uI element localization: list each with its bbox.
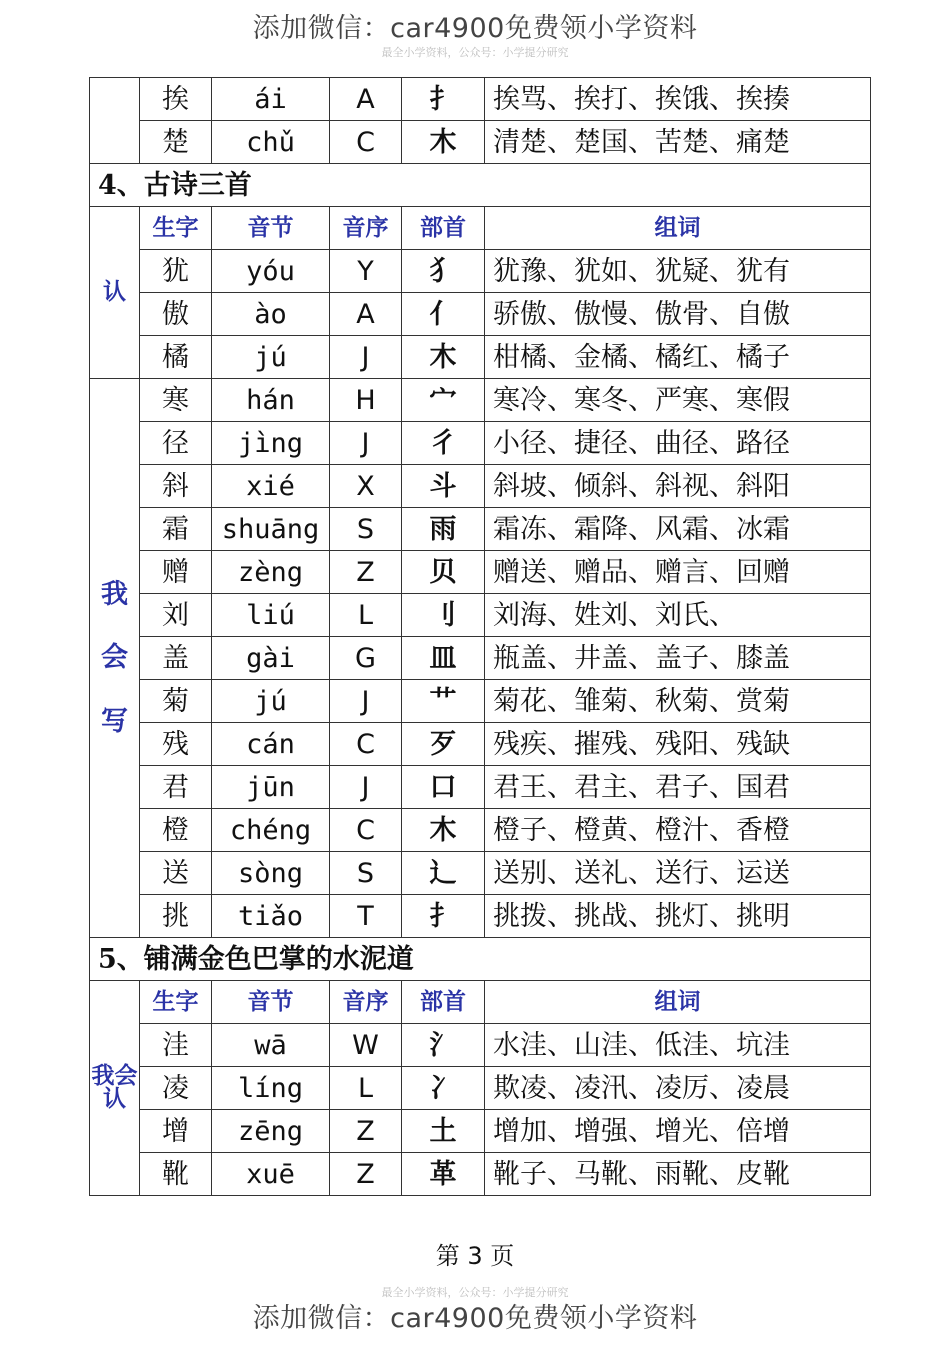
table-row bbox=[90, 293, 871, 336]
radical-cell: 木 bbox=[402, 336, 485, 379]
radical-cell: 彳 bbox=[402, 422, 485, 465]
pinyin-cell: jūn bbox=[212, 766, 330, 809]
table-row bbox=[90, 336, 871, 379]
char-cell: 挨 bbox=[140, 78, 212, 121]
char-cell: 靴 bbox=[140, 1153, 212, 1196]
radical-cell: 辶 bbox=[402, 852, 485, 895]
table-row bbox=[90, 508, 871, 551]
table-row bbox=[90, 766, 871, 809]
words-cell: 柑橘、金橘、橘红、橘子 bbox=[485, 336, 871, 379]
order-cell: S bbox=[330, 508, 402, 551]
pinyin-cell: tiǎo bbox=[212, 895, 330, 938]
order-cell: J bbox=[330, 680, 402, 723]
table-row bbox=[90, 1067, 871, 1110]
section-row bbox=[90, 164, 871, 207]
radical-cell: 口 bbox=[402, 766, 485, 809]
words-cell: 挨骂、挨打、挨饿、挨揍 bbox=[485, 78, 871, 121]
group-label-recognize: 我会认 bbox=[90, 981, 140, 1196]
pinyin-cell: líng bbox=[212, 1067, 330, 1110]
radical-cell: 扌 bbox=[402, 78, 485, 121]
words-cell: 骄傲、傲慢、傲骨、自傲 bbox=[485, 293, 871, 336]
words-cell: 瓶盖、井盖、盖子、膝盖 bbox=[485, 637, 871, 680]
words-cell: 清楚、楚国、苦楚、痛楚 bbox=[485, 121, 871, 164]
pinyin-cell: wā bbox=[212, 1024, 330, 1067]
order-cell: X bbox=[330, 465, 402, 508]
words-cell: 刘海、姓刘、刘氏、 bbox=[485, 594, 871, 637]
order-cell: G bbox=[330, 637, 402, 680]
order-cell: C bbox=[330, 723, 402, 766]
lesson-4-title: 4、古诗三首 bbox=[90, 164, 871, 207]
words-cell: 君王、君主、君子、国君 bbox=[485, 766, 871, 809]
char-cell: 凌 bbox=[140, 1067, 212, 1110]
header-char: 生字 bbox=[140, 207, 212, 250]
group-label-empty bbox=[90, 78, 140, 164]
table-row bbox=[90, 723, 871, 766]
table-row bbox=[90, 680, 871, 723]
pinyin-cell: shuāng bbox=[212, 508, 330, 551]
table-row bbox=[90, 1153, 871, 1196]
lesson-5-title: 5、铺满金色巴掌的水泥道 bbox=[90, 938, 871, 981]
char-cell: 寒 bbox=[140, 379, 212, 422]
words-cell: 菊花、雏菊、秋菊、赏菊 bbox=[485, 680, 871, 723]
char-cell: 洼 bbox=[140, 1024, 212, 1067]
radical-cell: 亻 bbox=[402, 293, 485, 336]
radical-cell: 冫 bbox=[402, 1067, 485, 1110]
words-cell: 寒冷、寒冬、严寒、寒假 bbox=[485, 379, 871, 422]
faint-footer-text: 最全小学资料，公众号：小学提分研究 bbox=[381, 1286, 569, 1299]
table-row bbox=[90, 250, 871, 293]
radical-cell: 刂 bbox=[402, 594, 485, 637]
words-cell: 挑拨、挑战、挑灯、挑明 bbox=[485, 895, 871, 938]
table-row bbox=[90, 809, 871, 852]
words-cell: 靴子、马靴、雨靴、皮靴 bbox=[485, 1153, 871, 1196]
words-cell: 小径、捷径、曲径、路径 bbox=[485, 422, 871, 465]
radical-cell: 贝 bbox=[402, 551, 485, 594]
pinyin-cell: xié bbox=[212, 465, 330, 508]
char-cell: 送 bbox=[140, 852, 212, 895]
pinyin-cell: liú bbox=[212, 594, 330, 637]
header-row bbox=[90, 981, 871, 1024]
table-row bbox=[90, 895, 871, 938]
pinyin-cell: sòng bbox=[212, 852, 330, 895]
order-cell: C bbox=[330, 121, 402, 164]
char-cell: 橘 bbox=[140, 336, 212, 379]
words-cell: 橙子、橙黄、橙汁、香橙 bbox=[485, 809, 871, 852]
header-radical: 部首 bbox=[402, 207, 485, 250]
words-cell: 斜坡、倾斜、斜视、斜阳 bbox=[485, 465, 871, 508]
table-row bbox=[90, 637, 871, 680]
words-cell: 赠送、赠品、赠言、回赠 bbox=[485, 551, 871, 594]
pinyin-cell: ào bbox=[212, 293, 330, 336]
order-cell: Z bbox=[330, 1110, 402, 1153]
radical-cell: 木 bbox=[402, 121, 485, 164]
char-cell: 盖 bbox=[140, 637, 212, 680]
order-cell: A bbox=[330, 78, 402, 121]
radical-cell: 革 bbox=[402, 1153, 485, 1196]
pinyin-cell: chǔ bbox=[212, 121, 330, 164]
radical-cell: 歹 bbox=[402, 723, 485, 766]
header-char: 生字 bbox=[140, 981, 212, 1024]
char-cell: 君 bbox=[140, 766, 212, 809]
table-row bbox=[90, 1024, 871, 1067]
pinyin-cell: ái bbox=[212, 78, 330, 121]
char-cell: 径 bbox=[140, 422, 212, 465]
table-row bbox=[90, 422, 871, 465]
order-cell: W bbox=[330, 1024, 402, 1067]
pinyin-cell: cán bbox=[212, 723, 330, 766]
table-row bbox=[90, 852, 871, 895]
char-cell: 赠 bbox=[140, 551, 212, 594]
char-cell: 霜 bbox=[140, 508, 212, 551]
char-cell: 傲 bbox=[140, 293, 212, 336]
vocabulary-table bbox=[89, 77, 871, 1196]
top-banner: 添加微信：car4900免费领小学资料 bbox=[252, 13, 698, 44]
table-row bbox=[90, 1110, 871, 1153]
pinyin-cell: chéng bbox=[212, 809, 330, 852]
words-cell: 犹豫、犹如、犹疑、犹有 bbox=[485, 250, 871, 293]
words-cell: 水洼、山洼、低洼、坑洼 bbox=[485, 1024, 871, 1067]
pinyin-cell: yóu bbox=[212, 250, 330, 293]
char-cell: 挑 bbox=[140, 895, 212, 938]
char-cell: 菊 bbox=[140, 680, 212, 723]
table-row bbox=[90, 121, 871, 164]
char-cell: 橙 bbox=[140, 809, 212, 852]
order-cell: L bbox=[330, 594, 402, 637]
header-words: 组词 bbox=[485, 207, 871, 250]
faint-header-text: 最全小学资料，公众号：小学提分研究 bbox=[381, 46, 569, 59]
pinyin-cell: jìng bbox=[212, 422, 330, 465]
group-label-write: 我会写 bbox=[90, 379, 140, 938]
pinyin-cell: gài bbox=[212, 637, 330, 680]
order-cell: L bbox=[330, 1067, 402, 1110]
order-cell: Z bbox=[330, 1153, 402, 1196]
order-cell: T bbox=[330, 895, 402, 938]
order-cell: J bbox=[330, 422, 402, 465]
radical-cell: 宀 bbox=[402, 379, 485, 422]
pinyin-cell: zèng bbox=[212, 551, 330, 594]
order-cell: Y bbox=[330, 250, 402, 293]
header-words: 组词 bbox=[485, 981, 871, 1024]
order-cell: C bbox=[330, 809, 402, 852]
words-cell: 送别、送礼、送行、运送 bbox=[485, 852, 871, 895]
page-number: 第 3 页 bbox=[435, 1242, 515, 1270]
char-cell: 楚 bbox=[140, 121, 212, 164]
radical-cell: 皿 bbox=[402, 637, 485, 680]
pinyin-cell: hán bbox=[212, 379, 330, 422]
group-label-recognize: 认 bbox=[90, 207, 140, 379]
pinyin-cell: zēng bbox=[212, 1110, 330, 1153]
radical-cell: 扌 bbox=[402, 895, 485, 938]
header-row bbox=[90, 207, 871, 250]
section-row bbox=[90, 938, 871, 981]
order-cell: J bbox=[330, 336, 402, 379]
radical-cell: 犭 bbox=[402, 250, 485, 293]
order-cell: Z bbox=[330, 551, 402, 594]
pinyin-cell: jú bbox=[212, 336, 330, 379]
char-cell: 增 bbox=[140, 1110, 212, 1153]
order-cell: S bbox=[330, 852, 402, 895]
header-pinyin: 音节 bbox=[212, 207, 330, 250]
table-row bbox=[90, 78, 871, 121]
radical-cell: 土 bbox=[402, 1110, 485, 1153]
header-pinyin: 音节 bbox=[212, 981, 330, 1024]
radical-cell: 氵 bbox=[402, 1024, 485, 1067]
header-radical: 部首 bbox=[402, 981, 485, 1024]
char-cell: 刘 bbox=[140, 594, 212, 637]
order-cell: A bbox=[330, 293, 402, 336]
table-row bbox=[90, 551, 871, 594]
char-cell: 斜 bbox=[140, 465, 212, 508]
order-cell: H bbox=[330, 379, 402, 422]
table-row bbox=[90, 379, 871, 422]
radical-cell: 斗 bbox=[402, 465, 485, 508]
table-row bbox=[90, 594, 871, 637]
words-cell: 欺凌、凌汛、凌厉、凌晨 bbox=[485, 1067, 871, 1110]
words-cell: 增加、增强、增光、倍增 bbox=[485, 1110, 871, 1153]
radical-cell: 艹 bbox=[402, 680, 485, 723]
words-cell: 霜冻、霜降、风霜、冰霜 bbox=[485, 508, 871, 551]
radical-cell: 木 bbox=[402, 809, 485, 852]
order-cell: J bbox=[330, 766, 402, 809]
pinyin-cell: xuē bbox=[212, 1153, 330, 1196]
header-order: 音序 bbox=[330, 207, 402, 250]
char-cell: 犹 bbox=[140, 250, 212, 293]
pinyin-cell: jú bbox=[212, 680, 330, 723]
words-cell: 残疾、摧残、残阳、残缺 bbox=[485, 723, 871, 766]
bottom-banner: 添加微信：car4900免费领小学资料 bbox=[252, 1303, 698, 1334]
char-cell: 残 bbox=[140, 723, 212, 766]
radical-cell: 雨 bbox=[402, 508, 485, 551]
header-order: 音序 bbox=[330, 981, 402, 1024]
table-row bbox=[90, 465, 871, 508]
